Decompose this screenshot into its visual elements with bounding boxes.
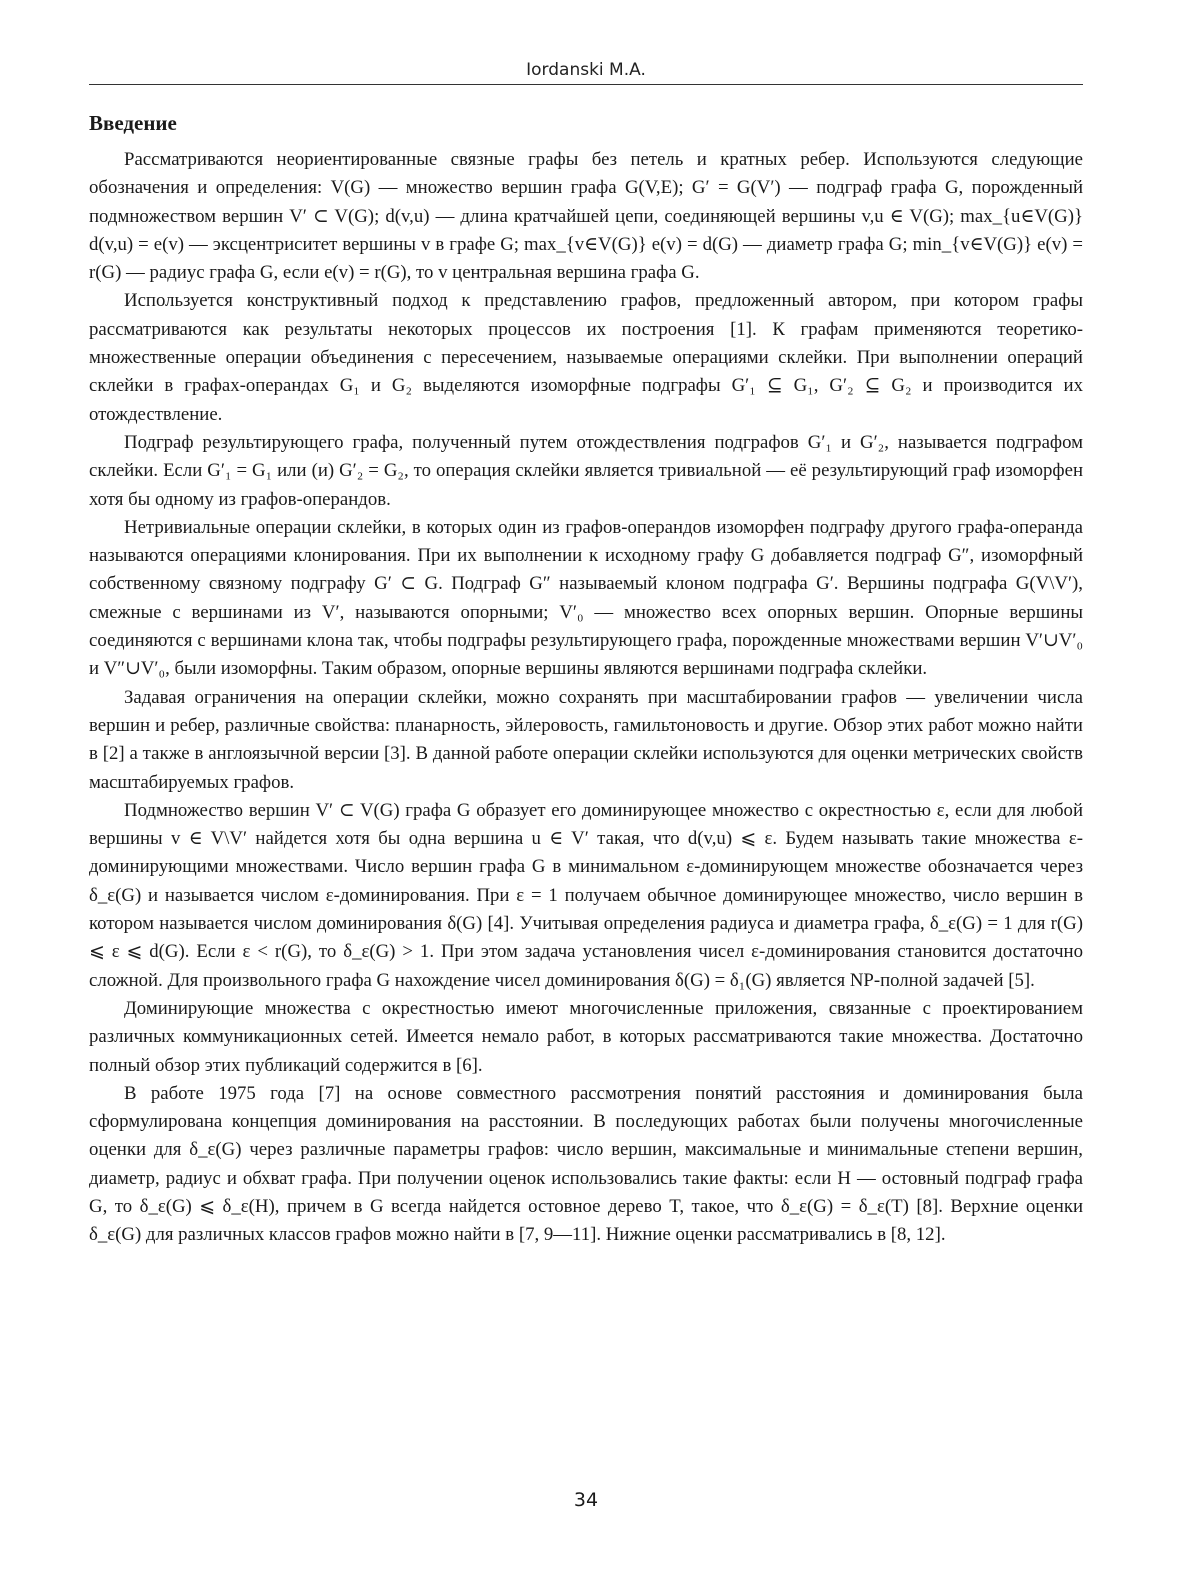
article-body	[89, 146, 1083, 1250]
running-header-author: Iordanski M.A.	[526, 60, 646, 80]
paragraph-3: Подграф результирующего графа, полученный путем отождествления подграфов G′₁ и G′₂, называется подграфом склейки. Если G′₁ = G₁ или (и) G′₂ = G₂, то операция склейки является тривиальной — её результирующий граф изоморфен хотя бы одному из графов-операндов.	[89, 431, 1083, 510]
header-rule	[89, 84, 1083, 85]
paragraph-4: Нетривиальные операции склейки, в которых один из графов-операндов изоморфен подграфу другого графа-операнда называются операциями клонирования. При их выполнении к исходному графу G добавляется подграф G″, изоморфный собственному связному подграфу G′ ⊂ G. Подграф G″ называемый клоном подграфа G′. Вершины подграфа G(V\V′), смежные с вершинами из V′, называются опорными; V′₀ — множество всех опорных вершин. Опорные вершины соединяются с вершинами клона так, чтобы подграфы результирующего графа, порожденные множествами вершин V′∪V′₀ и V″∪V′₀, были изоморфны. Таким образом, опорные вершины являются вершинами подграфа склейки.	[89, 516, 1083, 680]
page-number: 34	[573, 1489, 599, 1511]
paragraph-5: Задавая ограничения на операции склейки, можно сохранять при масштабировании графов — увеличении числа вершин и ребер, различные свойства: планарность, эйлеровость, гамильтоновость и другие. Обзор этих работ можно найти в [2] а также в англоязычной версии [3]. В данной работе операции склейки используются для оценки метрических свойств масштабируемых графов.	[89, 686, 1083, 793]
paragraph-2: Используется конструктивный подход к представлению графов, предложенный автором, при котором графы рассматриваются как результаты некоторых процессов их построения [1]. К графам применяются теоретико-множественные операции объединения с пересечением, называемые операциями склейки. При выполнении операций склейки в графах-операндах G₁ и G₂ выделяются изоморфные подграфы G′₁ ⊆ G₁, G′₂ ⊆ G₂ и производится их отождествление.	[89, 290, 1083, 425]
paragraph-8: В работе 1975 года [7] на основе совместного рассмотрения понятий расстояния и доминирования была сформулирована концепция доминирования на расстоянии. В последующих работах были получены многочисленные оценки для δ_ε(G) через различные параметры графов: число вершин, максимальные и минимальные степени вершин, диаметр, радиус и обхват графа. При получении оценок использовались такие факты: если H — остовный подграф графа G, то δ_ε(G) ⩽ δ_ε(H), причем в G всегда найдется остовное дерево T, такое, что δ_ε(G) = δ_ε(T) [8]. Верхние оценки δ_ε(G) для различных классов графов можно найти в [7, 9—11]. Нижние оценки рассматривались в [8, 12].	[89, 1082, 1083, 1246]
paragraph-1: Рассматриваются неориентированные связные графы без петель и кратных ребер. Используются следующие обозначения и определения: V(G) — множество вершин графа G(V,E); G′ = G(V′) — подграф графа G, порожденный подмножеством вершин V′ ⊂ V(G); d(v,u) — длина кратчайшей цепи, соединяющей вершины v,u ∈ V(G); max_{u∈V(G)} d(v,u) = e(v) — эксцентриситет вершины v в графе G; max_{v∈V(G)} e(v) = d(G) — диаметр графа G; min_{v∈V(G)} e(v) = r(G) — радиус графа G, если e(v) = r(G), то v центральная вершина графа G.	[89, 149, 1083, 284]
paragraph-7: Доминирующие множества с окрестностью имеют многочисленные приложения, связанные с проектированием различных коммуникационных сетей. Имеется немало работ, в которых рассматриваются такие множества. Достаточно полный обзор этих публикаций содержится в [6].	[89, 997, 1083, 1076]
section-title: Введение	[89, 111, 177, 135]
paragraph-6: Подмножество вершин V′ ⊂ V(G) графа G образует его доминирующее множество с окрестностью ε, если для любой вершины v ∈ V\V′ найдется хотя бы одна вершина u ∈ V′ такая, что d(v,u) ⩽ ε. Будем называть такие множества ε-доминирующими множествами. Число вершин графа G в минимальном ε-доминирующем множестве обозначается через δ_ε(G) и называется числом ε-доминирования. При ε = 1 получаем обычное доминирующее множество, число вершин в котором называется числом доминирования δ(G) [4]. Учитывая определения радиуса и диаметра графа, δ_ε(G) = 1 для r(G) ⩽ ε ⩽ d(G). Если ε < r(G), то δ_ε(G) > 1. При этом задача установления чисел ε-доминирования становится достаточно сложной. Для произвольного графа G нахождение чисел доминирования δ(G) = δ₁(G) является NP-полной задачей [5].	[89, 799, 1083, 991]
